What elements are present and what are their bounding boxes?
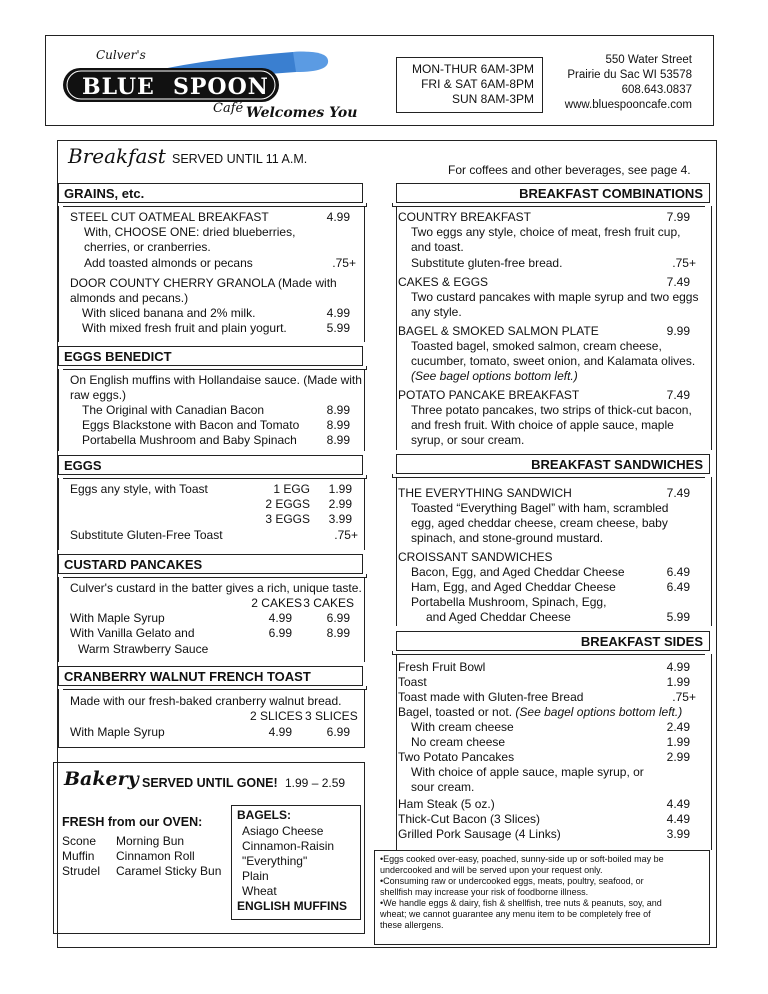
bagel-option: Cinnamon-Raisin	[242, 839, 335, 853]
granola-banana-price: 4.99	[326, 306, 350, 320]
hours-line: SUN 8AM-3PM	[451, 92, 534, 106]
side-price: 2.49	[666, 720, 690, 734]
oatmeal-desc: With, CHOOSE ONE: dried blueberries,	[84, 225, 296, 239]
croissant-price: 6.49	[666, 580, 690, 594]
side-item: With cream cheese	[411, 720, 514, 734]
combo-price: 9.99	[666, 324, 690, 338]
combo-price: 7.99	[666, 210, 690, 224]
french-toast-price: 4.99	[268, 725, 292, 739]
french-toast-desc: Made with our fresh-baked cranberry walnut bread.	[70, 694, 342, 708]
eggs-price: 1.99	[328, 482, 352, 496]
address-city: Prairie du Sac WI 53578	[567, 69, 692, 81]
sides-header: BREAKFAST SIDES	[396, 631, 710, 651]
hours-line: MON-THUR 6AM-3PM	[412, 62, 534, 76]
eggs-substitute: Substitute Gluten-Free Toast	[70, 528, 223, 542]
croissant-item: Portabella Mushroom, Spinach, Egg,	[411, 595, 607, 609]
granola-banana: With sliced banana and 2% milk.	[82, 306, 256, 320]
almonds-price: .75+	[332, 256, 356, 270]
pancakes-col: 3 CAKES	[303, 596, 354, 610]
address-block	[540, 53, 692, 113]
allergen-notes	[374, 850, 710, 945]
combo-desc: Two custard pancakes with maple syrup and two eggs	[411, 290, 699, 304]
combo-substitute: Substitute gluten-free bread.	[411, 256, 563, 270]
side-price: 1.99	[666, 675, 690, 689]
combo-desc: cucumber, tomato, sweet onion, and Kalamata olives.	[411, 354, 696, 368]
combo-desc: and toast.	[411, 240, 464, 254]
bakery-served: SERVED UNTIL GONE!	[142, 776, 278, 790]
note-line: •Consuming raw or undercooked eggs, meats, poultry, seafood, or	[380, 876, 644, 886]
grains-header: GRAINS, etc.	[58, 183, 363, 203]
almonds-addon: Add toasted almonds or pecans	[84, 256, 253, 270]
oatmeal-name: STEEL CUT OATMEAL BREAKFAST	[70, 210, 269, 224]
combo-name: COUNTRY BREAKFAST	[398, 210, 531, 224]
croissant-item: and Aged Cheddar Cheese	[426, 610, 571, 624]
combo-name: CAKES & EGGS	[398, 275, 489, 289]
address-phone: 608.643.0837	[621, 84, 692, 96]
granola-name: almonds and pecans.)	[70, 291, 189, 305]
bakery-item: Muffin	[62, 849, 95, 863]
benedict-item: The Original with Canadian Bacon	[82, 403, 265, 417]
combo-desc: syrup, or sour cream.	[411, 433, 525, 447]
note-line: •We handle eggs & dairy, fish & shellfish, tree nuts & peanuts, soy, and	[380, 898, 662, 908]
pancakes-maple: With Maple Syrup	[70, 611, 165, 625]
side-price: 4.49	[666, 812, 690, 826]
bagel-option: Wheat	[242, 884, 277, 898]
combo-desc: and fresh fruit. With choice of apple sauce, maple	[411, 418, 674, 432]
combo-name: POTATO PANCAKE BREAKFAST	[398, 388, 580, 402]
eggs-price: 3.99	[328, 512, 352, 526]
bakery-item: Strudel	[62, 864, 101, 878]
sandwich-desc: egg, aged cheddar cheese, cream cheese, baby	[411, 516, 668, 530]
pancakes-header: CUSTARD PANCAKES	[58, 554, 363, 574]
benedict-price: 8.99	[326, 403, 350, 417]
pancakes-col: 2 CAKES	[251, 596, 302, 610]
side-desc: sour cream.	[411, 780, 475, 794]
combo-desc: any style.	[411, 305, 462, 319]
side-bagel	[398, 705, 682, 720]
combo-price: 7.49	[666, 275, 690, 289]
pancakes-price: 4.99	[268, 611, 292, 625]
croissant-title: CROISSANT SANDWICHES	[398, 550, 553, 564]
breakfast-served: SERVED UNTIL 11 A.M.	[172, 152, 308, 166]
benedict-desc: raw eggs.)	[70, 388, 127, 402]
blue-spoon-logo	[58, 46, 358, 122]
croissant-price: 6.49	[666, 565, 690, 579]
french-toast-maple: With Maple Syrup	[70, 725, 165, 739]
sandwich-desc: spinach, and stone-ground mustard.	[411, 531, 604, 545]
benedict-desc: On English muffins with Hollandaise sauce. (Made with	[70, 373, 362, 387]
french-toast-header: CRANBERRY WALNUT FRENCH TOAST	[58, 666, 363, 686]
pancakes-price: 6.99	[268, 626, 292, 640]
bagel-option: Asiago Cheese	[242, 824, 324, 838]
side-item: No cream cheese	[411, 735, 506, 749]
logo-blue: BLUE	[82, 74, 155, 100]
bakery-price-range: 1.99 – 2.59	[285, 776, 346, 790]
bagel-option: "Everything"	[242, 854, 308, 868]
side-item: Ham Steak (5 oz.)	[398, 797, 495, 811]
pancakes-desc: Culver's custard in the batter gives a rich, unique taste.	[70, 581, 362, 595]
combo-desc: Two eggs any style, choice of meat, fresh fruit cup,	[411, 225, 681, 239]
granola-name: DOOR COUNTY CHERRY GRANOLA (Made with	[70, 276, 337, 290]
bakery-item: Scone	[62, 834, 97, 848]
side-item: Toast	[398, 675, 427, 689]
combo-desc: Toasted bagel, smoked salmon, cream cheese,	[411, 339, 662, 353]
combo-price: 7.49	[666, 388, 690, 402]
side-price: 2.99	[666, 750, 690, 764]
bagel-option: Plain	[242, 869, 269, 883]
side-item: Two Potato Pancakes	[398, 750, 515, 764]
french-toast-col: 3 SLICES	[305, 709, 358, 723]
pancakes-gelato: With Vanilla Gelato and	[70, 626, 195, 640]
benedict-item: Eggs Blackstone with Bacon and Tomato	[82, 418, 300, 432]
combo-desc: Three potato pancakes, two strips of thick-cut bacon,	[411, 403, 692, 417]
pancakes-price: 8.99	[326, 626, 350, 640]
logo-top: Culver's	[96, 48, 146, 62]
combo-desc: (See bagel options bottom left.)	[411, 369, 578, 383]
combo-substitute-price: .75+	[672, 256, 696, 270]
combos-header: BREAKFAST COMBINATIONS	[396, 183, 710, 203]
address-website[interactable]: www.bluespooncafe.com	[564, 99, 692, 111]
side-price: .75+	[672, 690, 696, 704]
side-item: Toast made with Gluten-free Bread	[398, 690, 584, 704]
side-price: 4.49	[666, 797, 690, 811]
coffee-note: For coffees and other beverages, see page 4.	[448, 163, 691, 177]
logo-spoon: SPOON	[173, 74, 269, 100]
eggs-price: 2.99	[328, 497, 352, 511]
side-price: 3.99	[666, 827, 690, 841]
hours-line: FRI & SAT 6AM-8PM	[421, 77, 534, 91]
note-line: these allergens.	[380, 920, 444, 930]
hours-box	[396, 57, 543, 113]
benedict-item: Portabella Mushroom and Baby Spinach	[82, 433, 297, 447]
combo-name: BAGEL & SMOKED SALMON PLATE	[398, 324, 599, 338]
oatmeal-desc: cherries, or cranberries.	[84, 240, 211, 254]
sandwich-price: 7.49	[666, 486, 690, 500]
note-line: undercooked and will be served upon your request only.	[380, 865, 603, 875]
granola-fruit: With mixed fresh fruit and plain yogurt.	[82, 321, 287, 335]
oatmeal-price: 4.99	[326, 210, 350, 224]
side-desc: With choice of apple sauce, maple syrup, or	[411, 765, 644, 779]
sandwich-name: THE EVERYTHING SANDWICH	[398, 486, 572, 500]
eggs-substitute-price: .75+	[334, 528, 358, 542]
english-muffins: ENGLISH MUFFINS	[237, 899, 347, 913]
address-street: 550 Water Street	[605, 54, 692, 66]
benedict-price: 8.99	[326, 418, 350, 432]
bakery-item: Caramel Sticky Bun	[116, 864, 222, 878]
sandwich-desc: Toasted “Everything Bagel” with ham, scrambled	[411, 501, 669, 515]
eggs-count: 2 EGGS	[265, 497, 310, 511]
note-line: wheat; we cannot guarantee any menu item to be completely free of	[380, 909, 651, 919]
bagels-title: BAGELS:	[237, 808, 291, 822]
side-bagel-note: (See bagel options bottom left.)	[515, 705, 683, 719]
note-line: shellfish may increase your risk of foodborne illness.	[380, 887, 589, 897]
note-line: •Eggs cooked over-easy, poached, sunny-side up or soft-boiled may be	[380, 854, 664, 864]
eggs-desc: Eggs any style, with Toast	[70, 482, 208, 496]
side-item: Thick-Cut Bacon (3 Slices)	[398, 812, 541, 826]
logo-cafe: Café	[213, 101, 244, 116]
benedict-price: 8.99	[326, 433, 350, 447]
side-item: Fresh Fruit Bowl	[398, 660, 486, 674]
french-toast-col: 2 SLICES	[250, 709, 303, 723]
croissant-price: 5.99	[666, 610, 690, 624]
welcome-text: Welcomes You	[246, 105, 358, 121]
benedict-header: EGGS BENEDICT	[58, 346, 363, 366]
eggs-count: 3 EGGS	[265, 512, 310, 526]
breakfast-title: Breakfast	[68, 144, 166, 168]
pancakes-price: 6.99	[326, 611, 350, 625]
granola-fruit-price: 5.99	[326, 321, 350, 335]
side-price: 4.99	[666, 660, 690, 674]
french-toast-price: 6.99	[326, 725, 350, 739]
croissant-item: Bacon, Egg, and Aged Cheddar Cheese	[411, 565, 625, 579]
pancakes-gelato: Warm Strawberry Sauce	[78, 642, 209, 656]
bakery-title: Bakery	[64, 768, 139, 790]
bakery-item: Cinnamon Roll	[116, 849, 195, 863]
eggs-header: EGGS	[58, 455, 363, 475]
sandwiches-header: BREAKFAST SANDWICHES	[396, 454, 710, 474]
side-bagel-label: Bagel, toasted or not.	[398, 705, 513, 719]
side-price: 1.99	[666, 735, 690, 749]
croissant-item: Ham, Egg, and Aged Cheddar Cheese	[411, 580, 616, 594]
side-item: Grilled Pork Sausage (4 Links)	[398, 827, 561, 841]
eggs-count: 1 EGG	[273, 482, 310, 496]
bakery-item: Morning Bun	[116, 834, 185, 848]
bakery-fresh: FRESH from our OVEN:	[62, 815, 203, 829]
